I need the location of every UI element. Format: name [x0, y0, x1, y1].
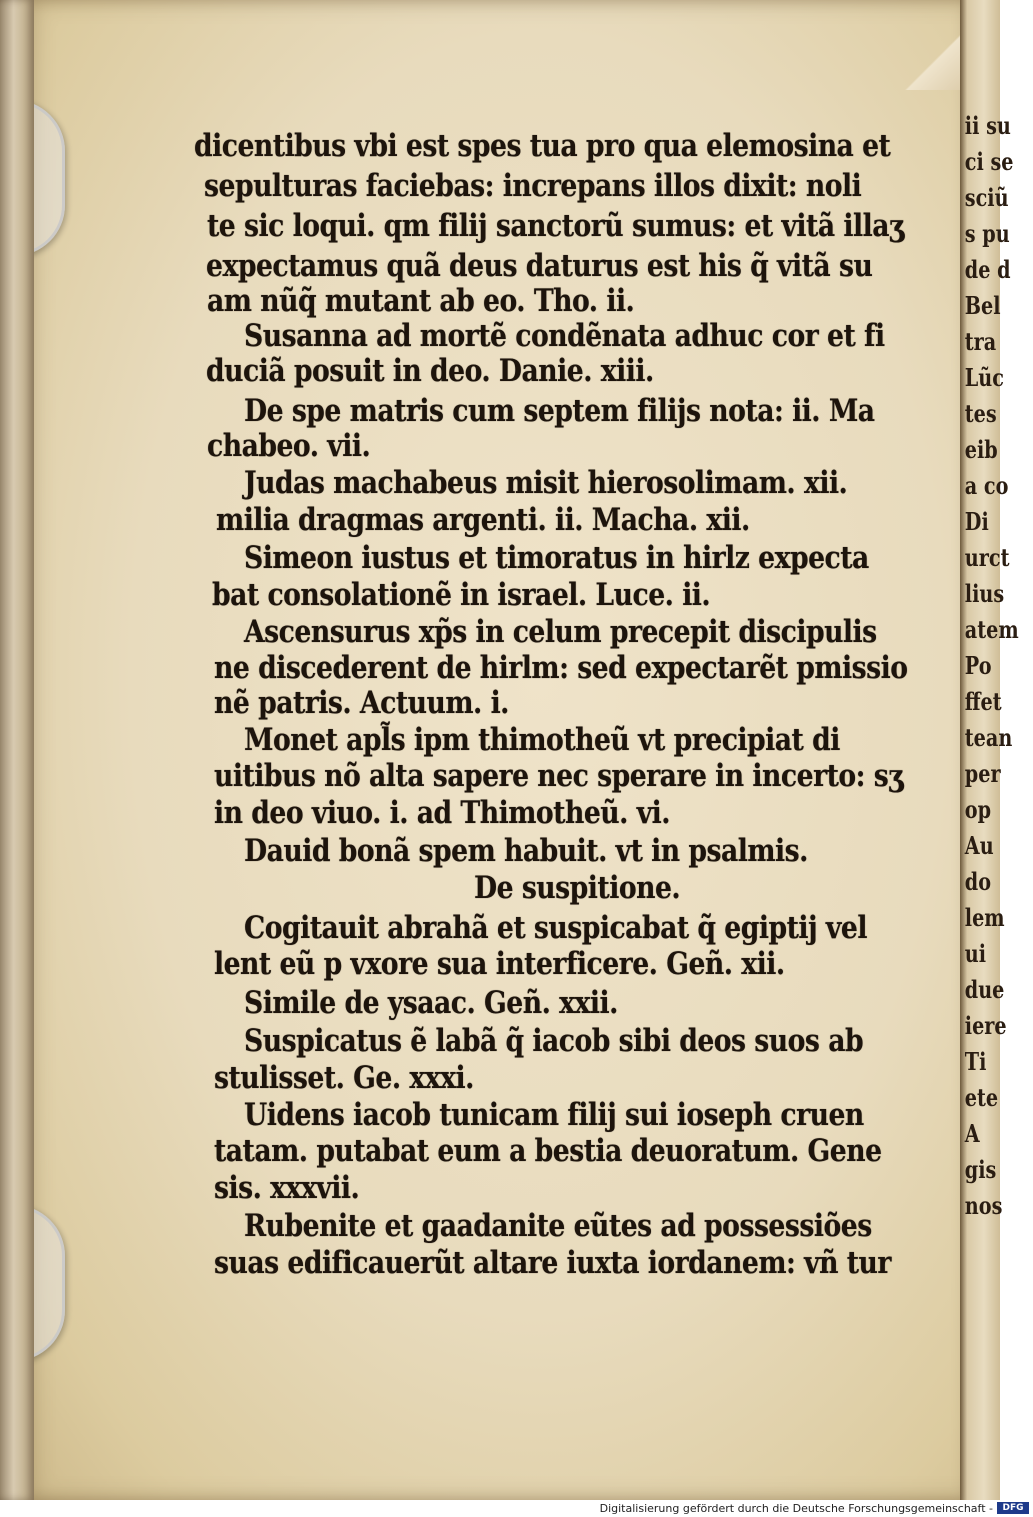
text-line: duciã posuit in deo. Danie. xiii. [206, 353, 654, 389]
next-page-fragment: ui [964, 939, 987, 968]
next-page-fragment: atem [964, 615, 1019, 644]
text-line: De suspitione. [474, 870, 681, 906]
book-spine-edge [0, 0, 34, 1500]
next-page-fragment: de d [964, 255, 1011, 284]
text-line: am nũq̃ mutant ab eo. Tho. ii. [207, 283, 635, 319]
next-page-fragment: A [964, 1119, 980, 1148]
next-page-fragment: do [964, 867, 992, 896]
text-line: Susanna ad mortẽ condẽnata adhuc cor et fi [244, 318, 885, 354]
text-line: sepulturas faciebas: increpans illos dixit: noli [204, 168, 862, 204]
book-page [14, 0, 970, 1500]
text-line: chabeo. vii. [207, 428, 371, 464]
text-line: nẽ patris. Actuum. i. [214, 685, 509, 721]
next-page-fragment: Bel [964, 291, 1001, 320]
next-page-fragment: sciũ [964, 183, 1009, 212]
next-page-fragment: Au [964, 831, 994, 860]
next-page-fragment: op [964, 795, 992, 824]
next-page-fragment: due [964, 975, 1005, 1004]
text-line: dicentibus vbi est spes tua pro qua elemosina et [194, 128, 891, 164]
text-line: uitibus nõ alta sapere nec sperare in incerto: sʒ [214, 758, 903, 794]
next-page-fragments [960, 108, 1033, 1224]
next-page-fragment: Lũc [964, 363, 1004, 392]
text-line: Simeon iustus et timoratus in hirlz expecta [244, 540, 869, 576]
text-line: Simile de ysaac. Geñ. xxii. [244, 985, 618, 1021]
text-line: Suspicatus ẽ labã q̃ iacob sibi deos suos ab [244, 1023, 864, 1059]
next-page-fragment: Ti [964, 1047, 987, 1076]
footer-credit: Digitalisierung gefördert durch die Deutsche Forschungsgemeinschaft - [599, 1502, 993, 1515]
text-line: lent eũ p vxore sua interficere. Geñ. xii. [214, 946, 785, 982]
next-page-fragment: s pu [964, 219, 1010, 248]
next-page-fragment: a co [964, 471, 1009, 500]
text-line: in deo viuo. i. ad Thimotheũ. vi. [214, 795, 671, 831]
next-page-fragment: tes [964, 399, 997, 428]
next-page-fragment: Po [964, 651, 992, 680]
next-page-fragment: per [964, 759, 1001, 788]
next-page-fragment: urct [964, 543, 1010, 572]
text-line: milia dragmas argenti. ii. Macha. xii. [216, 502, 750, 538]
text-line: suas edificauerũt altare iuxta iordanem: vñ tur [214, 1245, 891, 1281]
text-line: stulisset. Ge. xxxi. [214, 1060, 474, 1096]
next-page-fragment: lem [964, 903, 1005, 932]
next-page-fragment: ci se [964, 147, 1014, 176]
dfg-logo: DFG [997, 1502, 1029, 1514]
next-page-edge [960, 0, 1019, 1500]
next-page-fragment: lius [964, 579, 1005, 608]
text-line: expectamus quã deus daturus est his q̃ vitã su [206, 248, 873, 284]
text-line: De spe matris cum septem filijs nota: ii. Ma [244, 393, 875, 429]
text-line: Judas machabeus misit hierosolimam. xii. [244, 465, 848, 501]
next-page-fragment: ete [964, 1083, 999, 1112]
text-line: tatam. putabat eum a bestia deuoratum. Gene [214, 1133, 882, 1169]
next-page-fragment: iere [964, 1011, 1007, 1040]
text-line: Rubenite et gaadanite eũtes ad possessiões [244, 1208, 872, 1244]
text-line: bat consolationẽ in israel. Luce. ii. [212, 577, 711, 613]
text-line: Ascensurus xp̃s in celum precepit discipulis [244, 614, 877, 650]
text-line: Uidens iacob tunicam filij sui ioseph cruen [244, 1097, 864, 1133]
text-line: sis. xxxvii. [214, 1170, 360, 1206]
text-line: Cogitauit abrahã et suspicabat q̃ egiptij vel [244, 910, 867, 946]
next-page-fragment: gis [964, 1155, 997, 1184]
text-line: Monet apl̃s ipm thimotheũ vt precipiat di [244, 722, 840, 758]
next-page-fragment: Di [964, 507, 989, 536]
next-page-fragment: tean [964, 723, 1013, 752]
text-line: ne discederent de hirlm: sed expectarẽt pmissio [214, 650, 908, 686]
next-page-fragment: ii su [964, 111, 1011, 140]
text-line: Dauid bonã spem habuit. vt in psalmis. [244, 833, 808, 869]
next-page-fragment: tra [964, 327, 997, 356]
text-line: te sic loqui. qm filij sanctorũ sumus: et vitã illaʒ [207, 208, 904, 244]
next-page-fragment: eib [964, 435, 998, 464]
next-page-fragment: nos [964, 1191, 1003, 1220]
next-page-fragment: ffet [964, 687, 1002, 716]
